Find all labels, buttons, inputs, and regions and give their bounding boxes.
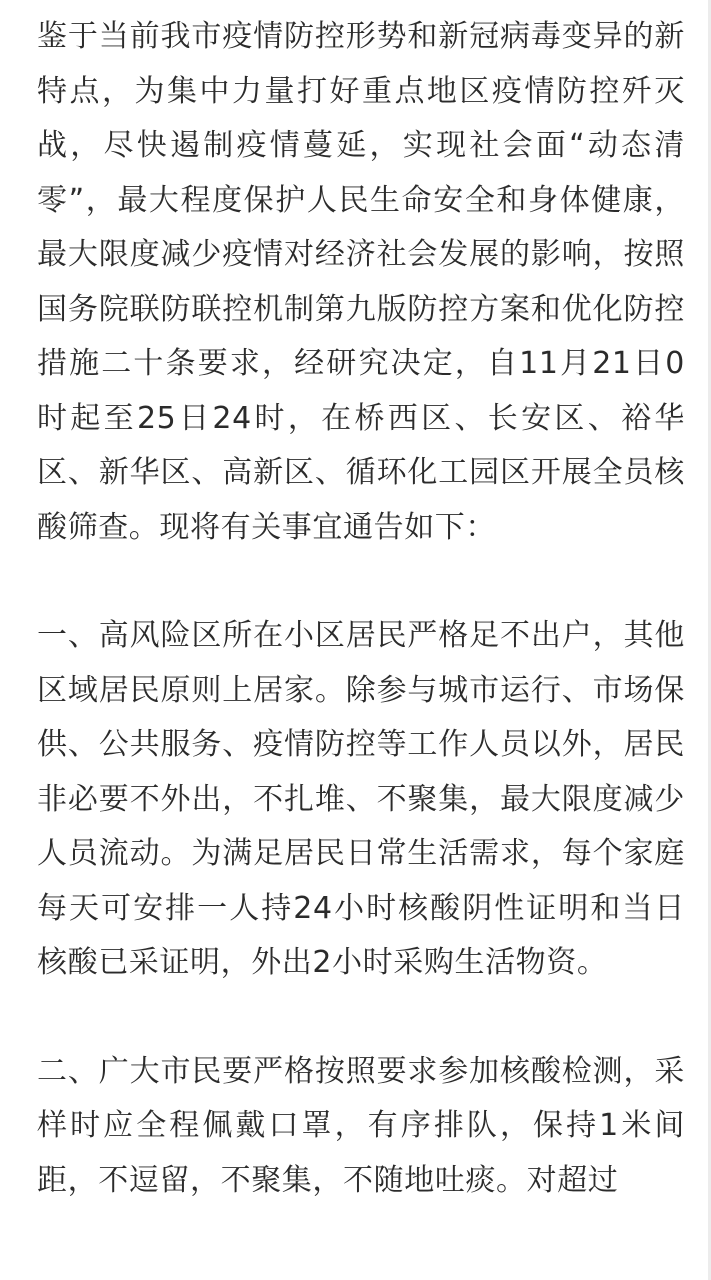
paragraph-item-1: 一、高风险区所在小区居民严格足不出户，其他区域居民原则上居家。除参与城市运行、市场保供、公共服务、疫情防控等工作人员以外，居民非必要不外出，不扎堆、不聚集，最大限度减少人员流动。为满足居民日常生活需求，每个家庭每天可安排一人持24小时核酸阴性证明和当日核酸已采证明，外出2小时采购生活物资。 — [37, 618, 685, 980]
article-body — [37, 10, 685, 1208]
paragraph-intro: 鉴于当前我市疫情防控形势和新冠病毒变异的新特点，为集中力量打好重点地区疫情防控歼灭战，尽快遏制疫情蔓延，实现社会面“动态清零”，最大程度保护人民生命安全和身体健康，最大限度减少疫情对经济社会发展的影响，按照国务院联防联控机制第九版防控方案和优化防控措施二十条要求，经研究决定，自11月21日0时起至25日24时，在桥西区、长安区、裕华区、新华区、高新区、循环化工园区开展全员核酸筛查。现将有关事宜通告如下： — [37, 19, 685, 545]
paragraph-item-2: 二、广大市民要严格按照要求参加核酸检测，采样时应全程佩戴口罩，有序排队，保持1米间距，不逗留，不聚集，不随地吐痰。对超过 — [37, 1053, 685, 1198]
